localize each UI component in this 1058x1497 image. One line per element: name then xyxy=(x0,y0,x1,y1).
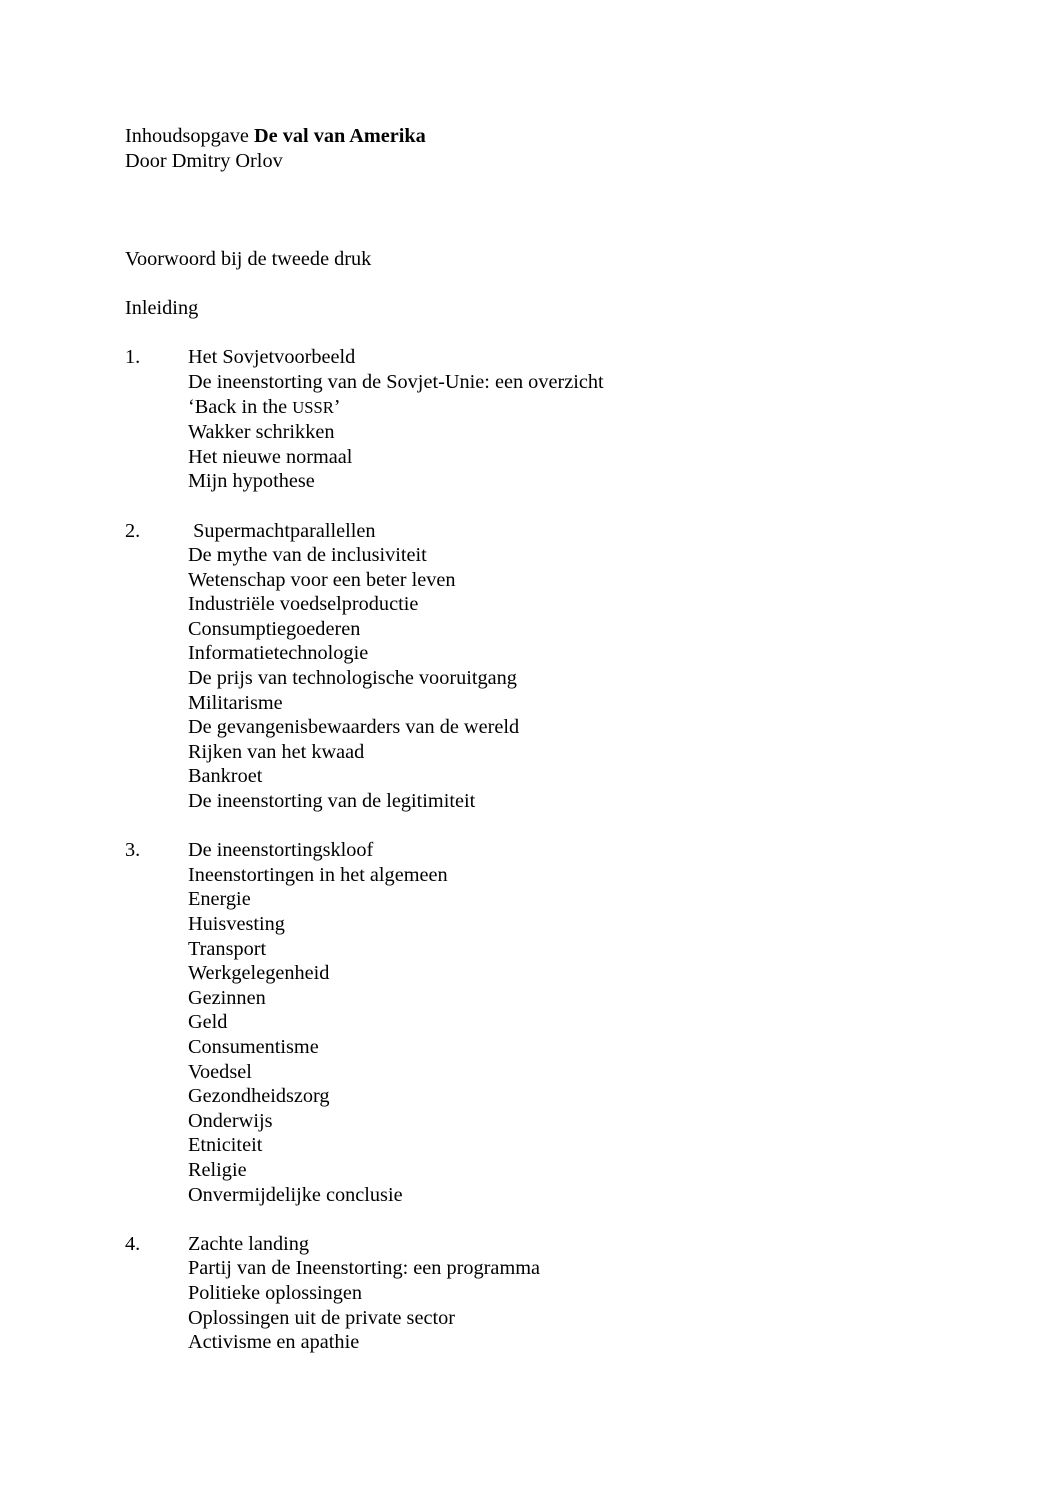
toc-chapter-heading-row xyxy=(125,345,998,370)
section-title: Mijn hypothese xyxy=(188,470,315,493)
toc-section-row xyxy=(125,764,998,789)
section-title: De prijs van technologische vooruitgang xyxy=(188,667,517,690)
section-title: Onvermijdelijke conclusie xyxy=(188,1183,403,1206)
chapter-number: 1. xyxy=(125,346,141,369)
section-title: Huisvesting xyxy=(188,913,285,936)
toc-section-row xyxy=(125,1183,998,1208)
toc-chapter-block xyxy=(125,838,998,1207)
toc-chapter-list xyxy=(125,345,998,1354)
chapter-number: 4. xyxy=(125,1232,141,1255)
toc-section-row xyxy=(125,863,998,888)
toc-section-row xyxy=(125,395,998,421)
section-title: Gezinnen xyxy=(188,986,266,1009)
toc-section-row xyxy=(125,1035,998,1060)
section-title: De mythe van de inclusiviteit xyxy=(188,544,427,567)
text-segment: ‘Back in the xyxy=(188,395,293,418)
toc-section-row xyxy=(125,961,998,986)
section-title: Etniciteit xyxy=(188,1134,263,1157)
toc-section-row xyxy=(125,912,998,937)
section-title: Ineenstortingen in het algemeen xyxy=(188,863,448,886)
section-title: Industriële voedselproductie xyxy=(188,593,419,616)
toc-section-row xyxy=(125,1133,998,1158)
section-title: Consumptiegoederen xyxy=(188,617,361,640)
section-title: Gezondheidszorg xyxy=(188,1085,330,1108)
chapter-title: Supermachtparallellen xyxy=(188,519,376,542)
toc-section-row xyxy=(125,1306,998,1331)
section-title: De gevangenisbewaarders van de wereld xyxy=(188,716,520,739)
toc-chapter-block xyxy=(125,345,998,494)
text-segment: ’ xyxy=(333,395,341,418)
section-title: Politieke oplossingen xyxy=(188,1281,363,1304)
section-title: Partij van de Ineenstorting: een programma xyxy=(188,1257,540,1280)
toc-section-row xyxy=(125,641,998,666)
toc-section-row xyxy=(125,1256,998,1281)
toc-section-row xyxy=(125,370,998,395)
toc-chapter-heading-row xyxy=(125,519,998,544)
toc-section-row xyxy=(125,1060,998,1085)
section-title: Transport xyxy=(188,937,267,960)
section-title: Activisme en apathie xyxy=(188,1331,360,1354)
toc-chapter-block xyxy=(125,1232,998,1355)
toc-chapter-block xyxy=(125,519,998,814)
toc-section-row xyxy=(125,568,998,593)
section-title: Oplossingen uit de private sector xyxy=(188,1306,455,1329)
chapter-title: De ineenstortingskloof xyxy=(188,839,374,862)
author-line: Door Dmitry Orlov xyxy=(125,149,283,172)
chapter-title: Zachte landing xyxy=(188,1232,310,1255)
toc-section-row xyxy=(125,789,998,814)
toc-section-row xyxy=(125,887,998,912)
toc-section-row xyxy=(125,1010,998,1035)
toc-section-row xyxy=(125,691,998,716)
toc-section-row xyxy=(125,986,998,1011)
section-title: Het nieuwe normaal xyxy=(188,445,353,468)
section-title: De ineenstorting van de legitimiteit xyxy=(188,790,476,813)
frontmatter-item-voorwoord: Voorwoord bij de tweede druk xyxy=(125,247,372,270)
toc-chapter-heading-row xyxy=(125,838,998,863)
toc-chapter-heading-row xyxy=(125,1232,998,1257)
page-title xyxy=(125,124,998,149)
toc-section-row xyxy=(125,1158,998,1183)
toc-section-row xyxy=(125,420,998,445)
toc-section-row xyxy=(125,1084,998,1109)
chapter-number: 2. xyxy=(125,519,141,542)
section-title: Informatietechnologie xyxy=(188,642,369,665)
text-segment: USSR xyxy=(292,397,334,417)
section-title: Onderwijs xyxy=(188,1109,273,1132)
toc-section-row xyxy=(125,666,998,691)
toc-section-row xyxy=(125,1281,998,1306)
section-title: Geld xyxy=(188,1011,228,1034)
text-segment: Inhoudsopgave xyxy=(125,125,254,147)
toc-section-row xyxy=(125,469,998,494)
toc-section-row xyxy=(125,740,998,765)
section-title: Bankroet xyxy=(188,765,263,788)
section-title: Werkgelegenheid xyxy=(188,962,330,985)
toc-section-row xyxy=(125,937,998,962)
chapter-section-list xyxy=(125,543,998,814)
section-title: Militarisme xyxy=(188,691,283,714)
section-title: Wetenschap voor een beter leven xyxy=(188,568,456,591)
chapter-section-list xyxy=(125,370,998,494)
section-title: Rijken van het kwaad xyxy=(188,740,365,763)
text-segment: De val van Amerika xyxy=(254,125,426,147)
chapter-section-list xyxy=(125,1256,998,1354)
toc-section-row xyxy=(125,1330,998,1355)
section-title xyxy=(188,395,998,421)
section-title: Wakker schrikken xyxy=(188,421,335,444)
chapter-number: 3. xyxy=(125,839,141,862)
toc-section-row xyxy=(125,617,998,642)
frontmatter-item-inleiding: Inleiding xyxy=(125,297,199,320)
section-title: De ineenstorting van de Sovjet-Unie: een overzicht xyxy=(188,370,604,393)
toc-section-row xyxy=(125,543,998,568)
section-title: Voedsel xyxy=(188,1060,252,1083)
toc-section-row xyxy=(125,1109,998,1134)
section-title: Consumentisme xyxy=(188,1035,319,1058)
section-title: Religie xyxy=(188,1158,247,1181)
chapter-title: Het Sovjetvoorbeeld xyxy=(188,346,356,369)
section-title: Energie xyxy=(188,888,251,911)
toc-section-row xyxy=(125,445,998,470)
chapter-section-list xyxy=(125,863,998,1207)
toc-section-row xyxy=(125,592,998,617)
toc-section-row xyxy=(125,715,998,740)
